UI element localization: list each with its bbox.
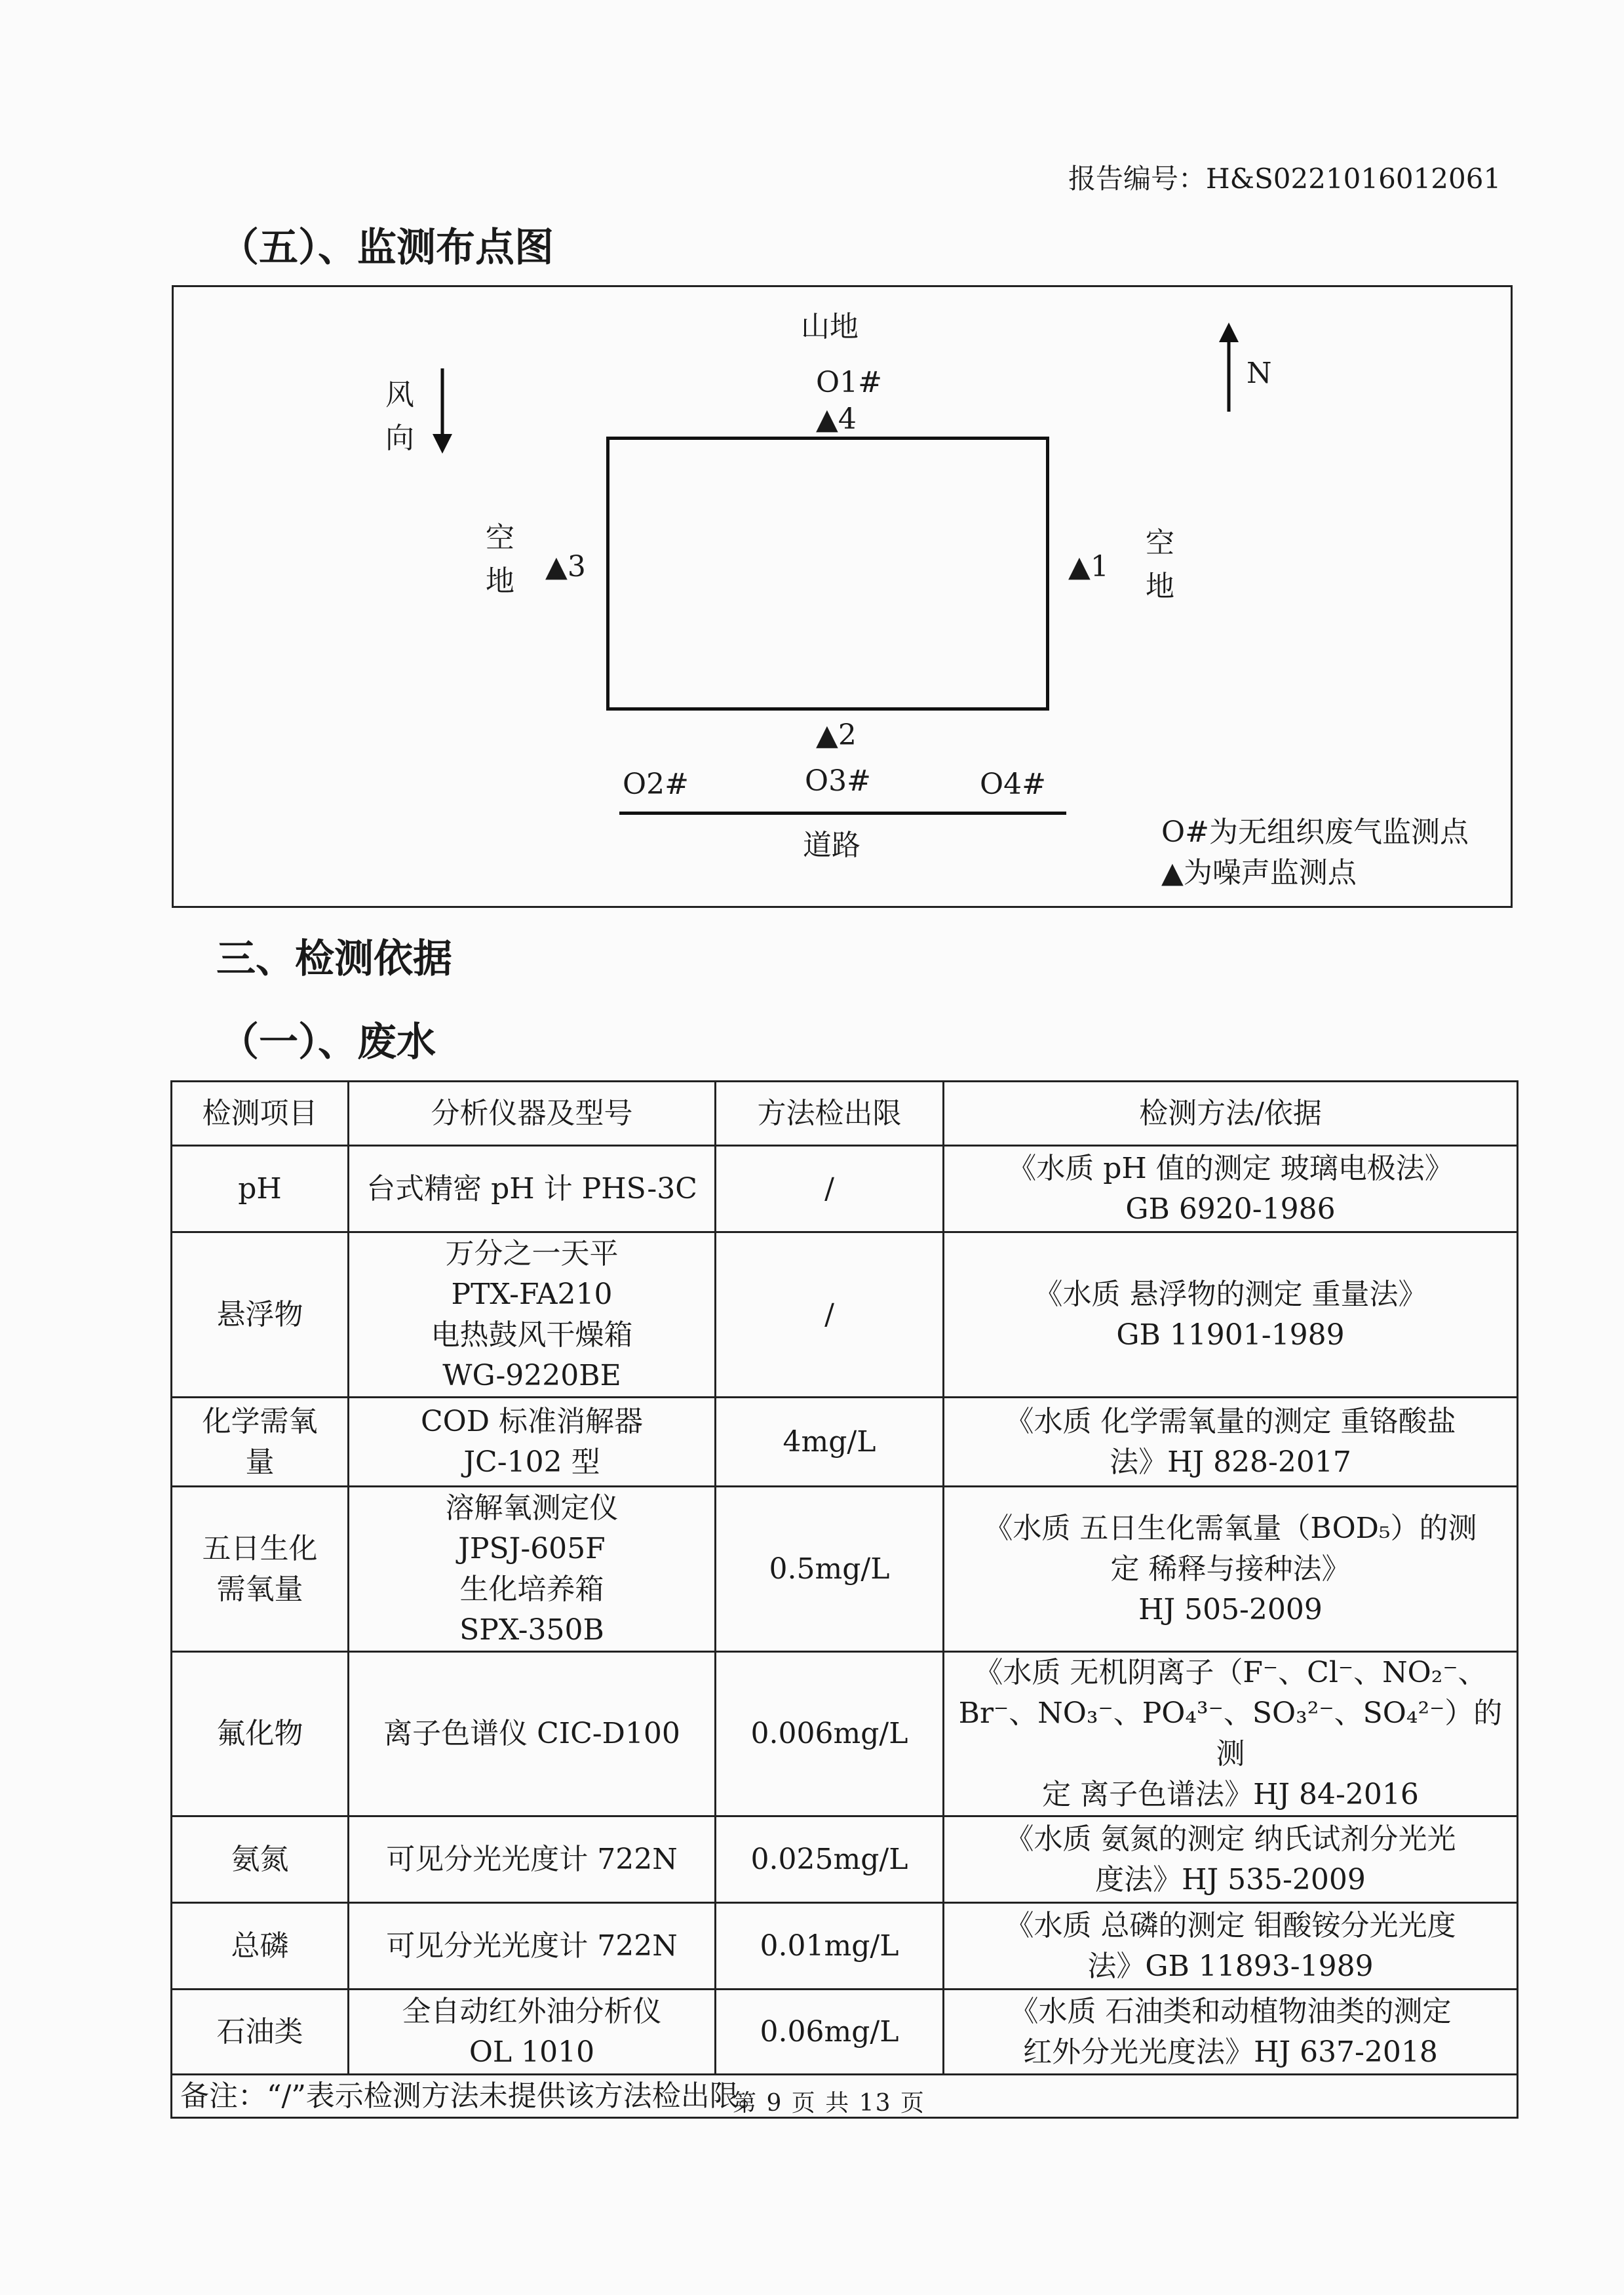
cell-instrument: 可见分光光度计 722N: [349, 1816, 716, 1903]
cell-limit: 0.06mg/L: [716, 1990, 944, 2075]
point-o4: O4#: [980, 768, 1046, 801]
map-legend-line-1: O#为无组织废气监测点: [1161, 815, 1469, 849]
table-row: [172, 1398, 1518, 1487]
cell-limit: 4mg/L: [716, 1398, 944, 1487]
table-row: [172, 1232, 1518, 1398]
cell-method: 《水质 化学需氧量的测定 重铬酸盐 法》HJ 828-2017: [944, 1398, 1518, 1487]
header-instrument: 分析仪器及型号: [349, 1082, 716, 1146]
table-header-row: [172, 1082, 1518, 1146]
header-method: 检测方法/依据: [944, 1082, 1518, 1146]
cell-item: 氟化物: [172, 1652, 349, 1816]
cell-method: 《水质 五日生化需氧量（BOD₅）的测 定 稀释与接种法》 HJ 505-2009: [944, 1487, 1518, 1652]
cell-limit: 0.01mg/L: [716, 1903, 944, 1990]
cell-instrument: COD 标准消解器 JC-102 型: [349, 1398, 716, 1487]
cell-item: 石油类: [172, 1990, 349, 2075]
header-limit: 方法检出限: [716, 1082, 944, 1146]
report-number: 报告编号：H&S0221016012061: [1068, 163, 1501, 195]
table-row: [172, 1816, 1518, 1903]
cell-instrument: 万分之一天平 PTX-FA210 电热鼓风干燥箱 WG-9220BE: [349, 1232, 716, 1398]
cell-instrument: 可见分光光度计 722N: [349, 1903, 716, 1990]
cell-limit: 0.5mg/L: [716, 1487, 944, 1652]
cell-instrument: 全自动红外油分析仪 OL 1010: [349, 1990, 716, 2075]
cell-method: 《水质 无机阴离子（F⁻、Cl⁻、NO₂⁻、 Br⁻、NO₃⁻、PO₄³⁻、SO₃²⁻、SO₄²⁻）的测 定 离子色谱法》HJ 84-2016: [944, 1652, 1518, 1816]
cell-method: 《水质 pH 值的测定 玻璃电极法》 GB 6920-1986: [944, 1146, 1518, 1232]
road-line: [619, 812, 1066, 815]
cell-instrument: 溶解氧测定仪 JPSJ-605F 生化培养箱 SPX-350B: [349, 1487, 716, 1652]
point-o1: O1#: [816, 366, 882, 399]
point-o3: O3#: [805, 764, 871, 798]
site-boundary: [606, 437, 1049, 711]
cell-limit: 0.006mg/L: [716, 1652, 944, 1816]
wind-label: 风 向: [385, 378, 414, 455]
table-note: 备注：“/”表示检测方法未提供该方法检出限。: [172, 2075, 1518, 2118]
cell-item: pH: [172, 1146, 349, 1232]
noise-point-3: ▲3: [545, 550, 586, 583]
point-o2: O2#: [623, 768, 689, 801]
header-item: 检测项目: [172, 1082, 349, 1146]
noise-point-2: ▲2: [816, 718, 857, 752]
cell-item: 化学需氧 量: [172, 1398, 349, 1487]
cell-limit: /: [716, 1146, 944, 1232]
cell-method: 《水质 悬浮物的测定 重量法》 GB 11901-1989: [944, 1232, 1518, 1398]
north-label: N: [1247, 357, 1272, 390]
table-row: [172, 1903, 1518, 1990]
table-row: [172, 1652, 1518, 1816]
map-legend-line-2: ▲为噪声监测点: [1161, 856, 1357, 890]
section-title-basis: 三、检测依据: [216, 936, 452, 982]
cell-limit: /: [716, 1232, 944, 1398]
cell-method: 《水质 总磷的测定 钼酸铵分光光度 法》GB 11893-1989: [944, 1903, 1518, 1990]
cell-item: 悬浮物: [172, 1232, 349, 1398]
page-footer: 第 9 页 共 13 页: [733, 2090, 925, 2117]
table-row: [172, 1487, 1518, 1652]
wastewater-standards-table: [170, 1080, 1518, 2119]
noise-point-1: ▲1: [1068, 550, 1109, 583]
wind-arrow-icon: [426, 366, 459, 456]
cell-instrument: 离子色谱仪 CIC-D100: [349, 1652, 716, 1816]
cell-limit: 0.025mg/L: [716, 1816, 944, 1903]
table-row: [172, 1990, 1518, 2075]
cell-item: 氨氮: [172, 1816, 349, 1903]
road-label: 道路: [803, 829, 860, 862]
cell-item: 五日生化 需氧量: [172, 1487, 349, 1652]
cell-item: 总磷: [172, 1903, 349, 1990]
north-arrow-icon: [1212, 321, 1245, 413]
section-title-monitoring-map: （五）、监测布点图: [220, 225, 554, 271]
map-top-label: 山地: [801, 310, 859, 343]
map-right-label: 空 地: [1146, 526, 1174, 603]
section-title-wastewater: （一）、废水: [220, 1019, 436, 1065]
cell-method: 《水质 氨氮的测定 纳氏试剂分光光 度法》HJ 535-2009: [944, 1816, 1518, 1903]
map-left-label: 空 地: [486, 521, 514, 598]
cell-method: 《水质 石油类和动植物油类的测定 红外分光光度法》HJ 637-2018: [944, 1990, 1518, 2075]
noise-point-4: ▲4: [816, 402, 857, 436]
table-row: [172, 1146, 1518, 1232]
cell-instrument: 台式精密 pH 计 PHS-3C: [349, 1146, 716, 1232]
